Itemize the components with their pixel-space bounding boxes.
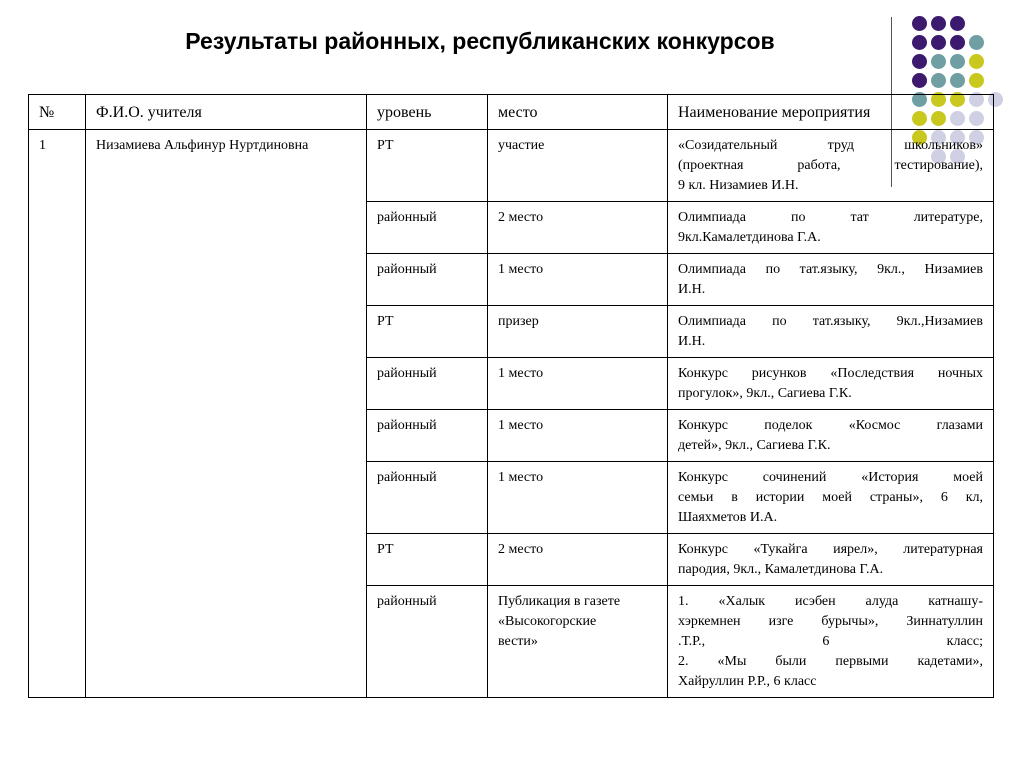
event-line: Олимпиада по тат.языку, 9кл.,Низамиев [678,314,983,329]
place-cell: 2 место [488,202,668,254]
row-number-cell: 1 [29,130,86,698]
decorative-dot [912,73,927,88]
decorative-dot [912,54,927,69]
place-cell: 1 место [488,358,668,410]
place-line: вести» [498,634,538,649]
event-cell [668,358,994,410]
page-title: Результаты районных, республиканских конкурсов [185,28,775,54]
level-cell: районный [367,254,488,306]
decorative-dot [912,16,927,31]
event-cell [668,534,994,586]
event-line: 9кл.Камалетдинова Г.А. [678,230,821,245]
level-cell: районный [367,358,488,410]
place-cell: участие [488,130,668,202]
event-line: 9 кл. Низамиев И.Н. [678,178,799,193]
decorative-dot [969,35,984,50]
event-line: Конкурс рисунков «Последствия ночных [678,366,983,381]
decorative-dot [950,16,965,31]
event-line: И.Н. [678,282,706,297]
header-number: № [29,95,86,130]
level-cell: РТ [367,130,488,202]
event-cell [668,462,994,534]
event-line: пародия, 9кл., Камалетдинова Г.А. [678,562,884,577]
decorative-dot [969,73,984,88]
event-cell [668,130,994,202]
place-cell: 2 место [488,534,668,586]
place-line: Публикация в газете [498,594,621,609]
decorative-dot [912,35,927,50]
place-line: «Высокогорские [498,614,597,629]
event-cell [668,254,994,306]
table-header-row [29,95,994,130]
decorative-dot [931,16,946,31]
event-line: .Т.Р., 6 класс; [678,634,983,649]
decorative-dot [931,35,946,50]
decorative-dot [969,54,984,69]
header-teacher-name: Ф.И.О. учителя [86,95,367,130]
decorative-dot [950,35,965,50]
event-line: прогулок», 9кл., Сагиева Г.К. [678,386,852,401]
level-cell: РТ [367,306,488,358]
decorative-dot [950,73,965,88]
event-line: Олимпиада по тат.языку, 9кл., Низамиев [678,262,983,277]
place-cell [488,586,668,698]
place-cell: 1 место [488,254,668,306]
event-line: Конкурс сочинений «История моей [678,470,983,485]
event-line: детей», 9кл., Сагиева Г.К. [678,438,831,453]
event-cell [668,586,994,698]
event-line: Олимпиада по тат литературе, [678,210,983,225]
event-cell [668,410,994,462]
event-line: (проектная работа, тестирование), [678,158,983,173]
event-line: Шаяхметов И.А. [678,510,778,525]
decorative-dot [950,54,965,69]
level-cell: районный [367,586,488,698]
teacher-name-cell: Низамиева Альфинур Нуртдиновна [86,130,367,698]
table-row [29,130,994,202]
level-cell: районный [367,202,488,254]
event-line: Конкурс «Тукайга иярел», литературная [678,542,983,557]
level-cell: районный [367,462,488,534]
level-cell: РТ [367,534,488,586]
event-line: семьи в истории моей страны», 6 кл, [678,490,983,505]
level-cell: районный [367,410,488,462]
results-table [28,94,994,698]
place-cell: 1 место [488,462,668,534]
event-line: 1. «Халык исэбен алуда катнашу- [678,594,983,609]
header-level: уровень [367,95,488,130]
event-line: 2. «Мы были первыми кадетами», [678,654,983,669]
decorative-dot [931,73,946,88]
event-line: «Созидательный труд школьников» [678,138,983,153]
event-cell [668,306,994,358]
place-cell: призер [488,306,668,358]
event-line: Хайруллин Р.Р., 6 класс [678,674,817,689]
event-cell [668,202,994,254]
event-line: Конкурс поделок «Космос глазами [678,418,983,433]
event-line: И.Н. [678,334,706,349]
event-line: хэркемнен изге бурычы», Зиннатуллин [678,614,983,629]
header-place: место [488,95,668,130]
place-cell: 1 место [488,410,668,462]
header-event-name: Наименование мероприятия [668,95,994,130]
decorative-dot [931,54,946,69]
